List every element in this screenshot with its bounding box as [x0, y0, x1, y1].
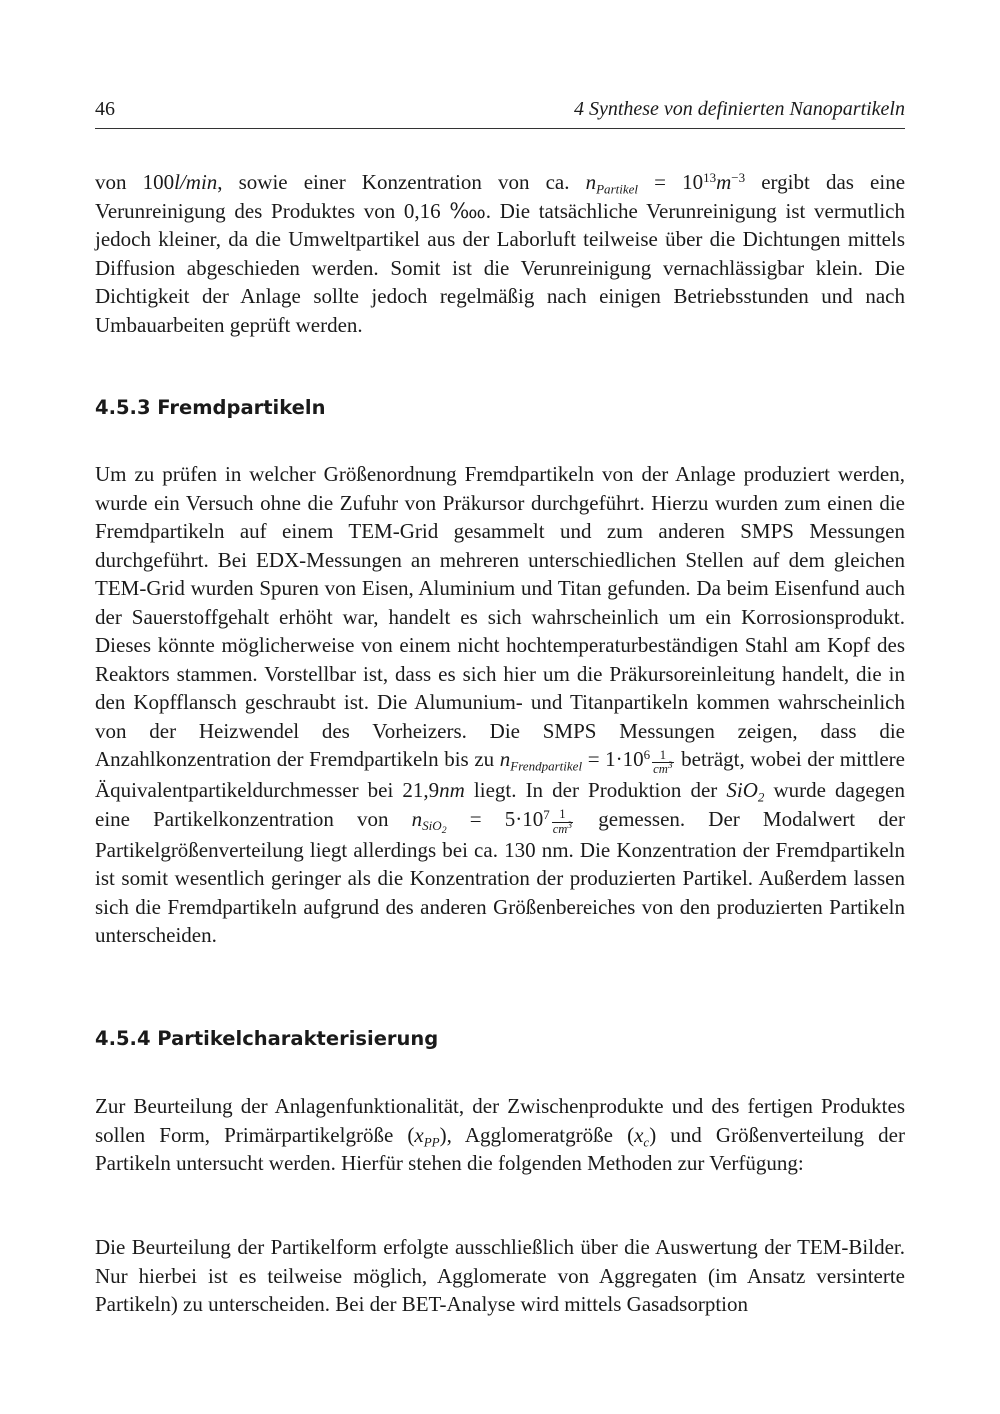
section-heading-partikelcharakterisierung: 4.5.4 Partikelcharakterisierung: [95, 1027, 439, 1050]
math-flow-unit: l/min: [174, 170, 218, 194]
fraction-per-cm3: $\frac{1}{cm^3}$: [552, 807, 573, 836]
math-unit-m: m: [716, 170, 732, 194]
text-run: Um zu prüfen in welcher Größenordnung Fremdpartikeln von der Anlage produziert werden, wurde ein Versuch ohne die Zufuhr von Präkursor durchgeführt. Hierzu wurden zum einen die Fremdpartikeln auf einem TEM-Grid gesammelt und zum anderen SMPS Messungen durchgeführt. Bei EDX-Messungen an mehreren unterschiedlichen Stellen auf dem gleichen TEM-Grid wurden Spuren von Eisen, Aluminium und Titan gefunden. Da beim Eisenfund auch der Sauerstoffgehalt erhöht war, handelt es sich wahrscheinlich um ein Korrosionsprodukt. Dieses könnte möglicherweise von einem nicht hochtemperaturbeständigen Stahl am Kopf des Reaktors stammen. Vorstellbar ist, dass es sich hier um die Präkursoreinleitung handelt, die in den Kopfflansch geschraubt ist. Die Alumunium- und Titanpartikeln kommen wahrscheinlich von der Heizwendel des Vorheizers. Die SMPS Messungen zeigen, dass die Anzahlkonzentration der Fremdpartikeln bis zu: [95, 462, 905, 771]
math-x-pp: $x_{PP}$: [414, 1122, 440, 1150]
text-run: Zur Beurteilung der Anlagenfunktionalität, der Zwischenprodukte und des fertigen Produktes sollen Form, Primärpartikelgröße (: [95, 1094, 905, 1147]
exponent: 13: [703, 169, 717, 185]
fraction-per-cm3: $\frac{1}{cm^3}$: [653, 747, 673, 776]
math-sio2: SiO$_2$: [726, 778, 765, 805]
exponent: 6: [643, 746, 651, 762]
text-run: liegt. In der Produktion der: [464, 778, 727, 803]
math-unit-nm: nm: [439, 778, 465, 803]
text-run: = 1·10: [582, 747, 644, 771]
text-run: , sowie einer Konzentration von ca.: [217, 170, 586, 194]
text-run: von 100: [95, 170, 175, 194]
text-run: ), Agglomeratgröße (: [439, 1122, 635, 1147]
math-n-partikel: $n_{Partikel}$: [585, 170, 639, 197]
intro-paragraph: [95, 168, 905, 339]
text-run: gemessen. Der Modalwert der Partikelgrößenverteilung liegt allerdings bei ca. 130 nm. Die Konzentration der Fremdpartikeln ist somit wesentlich geringer als die Konzentration der produzierten Partikel. Außerdem lassen sich die Fremdpartikeln aufgrund des anderen Größenbereiches von den produzierten Partikeln unterscheiden.: [95, 806, 906, 948]
math-n-frendpartikel: $n_{Frendpartikel}$: [499, 747, 583, 774]
text-run: ) und Größenverteilung der Partikeln untersucht werden. Hierfür stehen die folgenden Methoden zur Verfügung:: [95, 1122, 905, 1175]
text-run: wurde dagegen eine Partikelkonzentration von: [95, 778, 905, 831]
fremdpartikeln-paragraph: [95, 460, 905, 950]
text-run: = 5·10: [446, 806, 544, 831]
page-number: 46: [95, 98, 115, 120]
exponent: 7: [543, 806, 550, 822]
math-x-c: $x_c$: [634, 1122, 650, 1150]
text-run: beträgt, wobei der mittlere Äquivalentpartikeldurchmesser bei 21,9: [95, 747, 905, 803]
charakterisierung-paragraph-1: [95, 1092, 905, 1178]
running-header: [95, 98, 905, 129]
math-n-sio2: $n_{SiO_2}$: [411, 806, 447, 837]
charakterisierung-paragraph-2: Die Beurteilung der Partikelform erfolgte ausschließlich über die Auswertung der TEM-Bilder. Nur hierbei ist es teilweise möglich, Agglomerate von Aggregaten (im Ansatz versinterte Partikeln) zu unterscheiden. Bei der BET-Analyse wird mittels Gasadsorption: [95, 1235, 905, 1316]
text-run: ergibt das eine Verunreinigung des Produktes von 0,16 ‱. Die tatsächliche Verunreinigung ist vermutlich jedoch kleiner, da die Umweltpartikel aus der Laborluft teilweise über die Dichtungen mittels Diffusion abgeschieden werden. Somit ist die Verunreinigung vernachlässigbar klein. Die Dichtigkeit der Anlage sollte jedoch regelmäßig nach einigen Betriebsstunden und nach Umbauarbeiten geprüft werden.: [95, 170, 906, 337]
exponent: −3: [731, 169, 746, 185]
text-run: = 10: [638, 170, 704, 194]
chapter-title: 4 Synthese von definierten Nanopartikeln: [573, 98, 905, 120]
section-heading-fremdpartikeln: 4.5.3 Fremdpartikeln: [95, 396, 326, 419]
